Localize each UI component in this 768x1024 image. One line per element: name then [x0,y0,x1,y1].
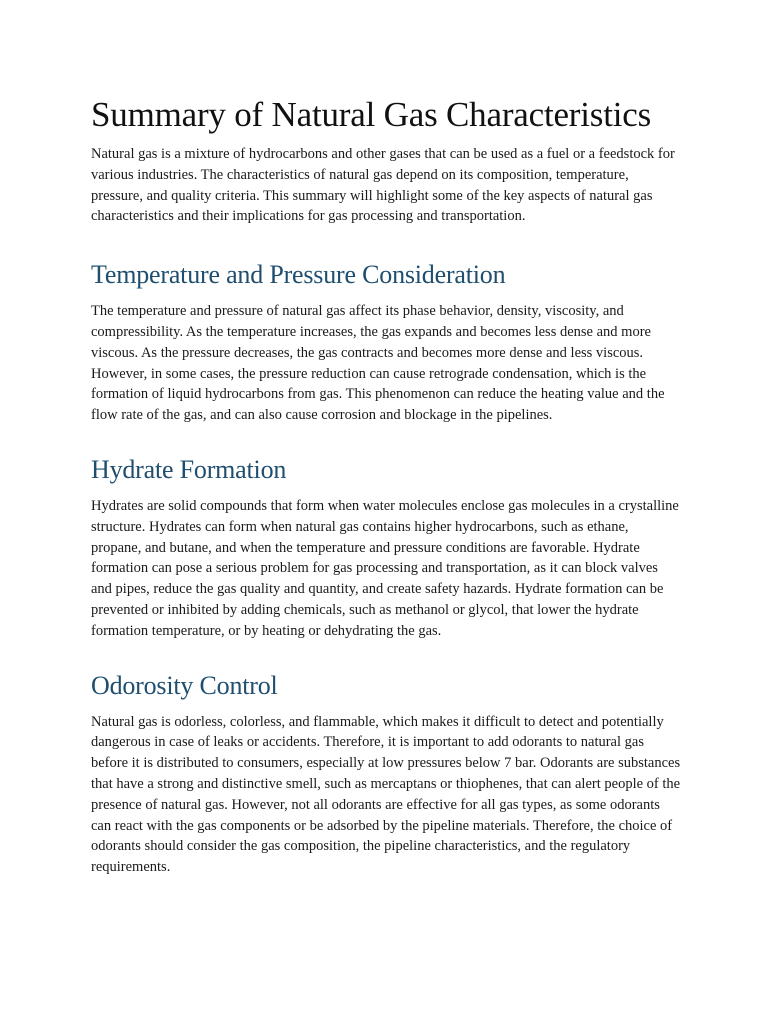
section-heading-temperature-pressure: Temperature and Pressure Consideration [91,260,506,290]
section-body-temperature-pressure: The temperature and pressure of natural gas affect its phase behavior, density, viscosity, and compressibility. As the temperature increases, the gas expands and becomes less dense and more viscous. As the pressure decreases, the gas contracts and becomes more dense and less viscous. However, in some cases, the pressure reduction can cause retrograde condensation, which is the formation of liquid hydrocarbons from gas. This phenomenon can reduce the heating value and the flow rate of the gas, and can also cause corrosion and blockage in the pipelines. [91,303,665,424]
document-title: Summary of Natural Gas Characteristics [91,95,652,134]
section-body-hydrate-formation: Hydrates are solid compounds that form when water molecules enclose gas molecules in a crystalline structure. Hydrates can form when natural gas contains higher hydrocarbons, such as ethane, propane, and butane, and when the temperature and pressure conditions are favorable. Hydrate formation can pose a serious problem for gas processing and transportation, as it can block valves and pipes, reduce the gas quality and quantity, and create safety hazards. Hydrate formation can be prevented or inhibited by adding chemicals, such as methanol or glycol, that lower the hydrate formation temperature, or by heating or dehydrating the gas. [91,497,679,639]
intro-paragraph: Natural gas is a mixture of hydrocarbons and other gases that can be used as a fuel or a feedstock for various industries. The characteristics of natural gas depend on its composition, temperature, pressure, and quality criteria. This summary will highlight some of the key aspects of natural gas characteristics and their implications for gas processing and transportation. [91,146,675,225]
section-heading-hydrate-formation: Hydrate Formation [91,454,287,484]
document-page [91,86,681,878]
section-heading-odorosity-control: Odorosity Control [91,670,278,700]
section-body-odorosity-control: Natural gas is odorless, colorless, and flammable, which makes it difficult to detect and potentially dangerous in case of leaks or accidents. Therefore, it is important to add odorants to natural gas before it is distributed to consumers, especially at low pressures below 7 bar. Odorants are substances that have a strong and distinctive smell, such as mercaptans or thiophenes, that can alert people of the presence of natural gas. However, not all odorants are effective for all gas types, as some odorants can react with the gas components or be adsorbed by the pipeline materials. Therefore, the choice of odorants should consider the gas composition, the pipeline characteristics, and the regulatory requirements. [91,713,681,876]
